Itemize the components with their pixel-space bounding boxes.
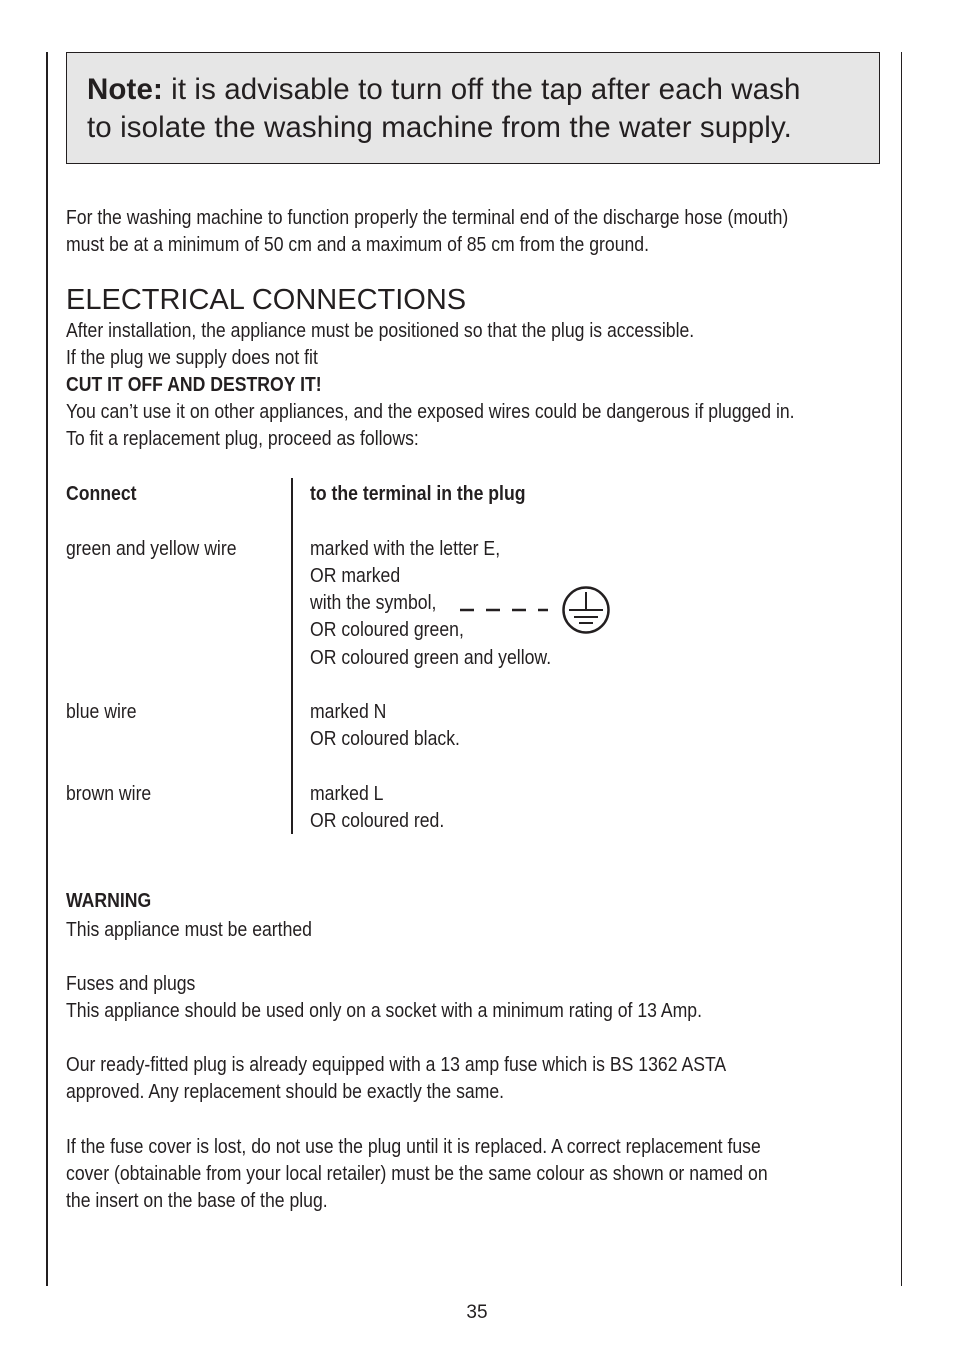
wire-brown: brown wire [66,782,152,805]
note-line-2: to isolate the washing machine from the water supply. [87,111,792,144]
cut-off-warning: CUT IT OFF AND DESTROY IT! [66,373,322,396]
intro-line-1: For the washing machine to function properly the terminal end of the discharge hose (mouth) [66,206,789,229]
table-column-divider [291,478,293,834]
fuse-paragraph-line: approved. Any replacement should be exactly the same. [66,1080,505,1103]
wire-blue: blue wire [66,700,137,723]
note-box [66,52,880,164]
electrical-line-4: You can’t use it on other appliances, and the exposed wires could be dangerous if plugged in. [66,400,795,423]
fuses-text: This appliance should be used only on a socket with a minimum rating of 13 Amp. [66,999,703,1022]
terminal-line: marked L [310,782,384,805]
terminal-line: OR coloured green, [310,618,464,641]
terminal-line: marked N [310,700,387,723]
earth-ground-icon [564,588,609,633]
terminal-line: OR coloured red. [310,809,445,832]
earth-symbol-leader [458,586,618,636]
wire-green-yellow: green and yellow wire [66,537,237,560]
table-header-connect: Connect [66,482,137,505]
page-number: 35 [466,1302,488,1323]
terminal-line: OR marked [310,564,401,587]
terminal-line: marked with the letter E, [310,537,501,560]
warning-title: WARNING [66,889,152,912]
note-line-1 [87,71,861,109]
fuse-paragraph-line: Our ready-fitted plug is already equipped with a 13 amp fuse which is BS 1362 ASTA [66,1053,727,1076]
note-text: it is advisable to turn off the tap after each wash [162,73,801,106]
electrical-heading: ELECTRICAL CONNECTIONS [66,284,467,316]
intro-line-2: must be at a minimum of 50 cm and a maximum of 85 cm from the ground. [66,233,650,256]
fuse-cover-line: cover (obtainable from your local retailer) must be the same colour as shown or named on [66,1162,768,1185]
fuse-cover-line: If the fuse cover is lost, do not use the plug until it is replaced. A correct replacement fuse [66,1135,761,1158]
table-header-terminal: to the terminal in the plug [310,482,526,505]
terminal-line: OR coloured black. [310,727,460,750]
warning-text: This appliance must be earthed [66,918,312,941]
electrical-line-2: If the plug we supply does not fit [66,346,318,369]
left-margin-rule [46,52,48,1286]
fuse-cover-line: the insert on the base of the plug. [66,1189,328,1212]
terminal-line: with the symbol, [310,591,437,614]
note-label: Note: [87,73,163,106]
fuses-title: Fuses and plugs [66,972,196,995]
electrical-line-1: After installation, the appliance must be positioned so that the plug is accessible. [66,319,695,342]
terminal-line: OR coloured green and yellow. [310,646,552,669]
electrical-line-5: To fit a replacement plug, proceed as follows: [66,427,419,450]
right-margin-rule [901,52,902,1286]
terminal-line-symbol [310,589,436,616]
